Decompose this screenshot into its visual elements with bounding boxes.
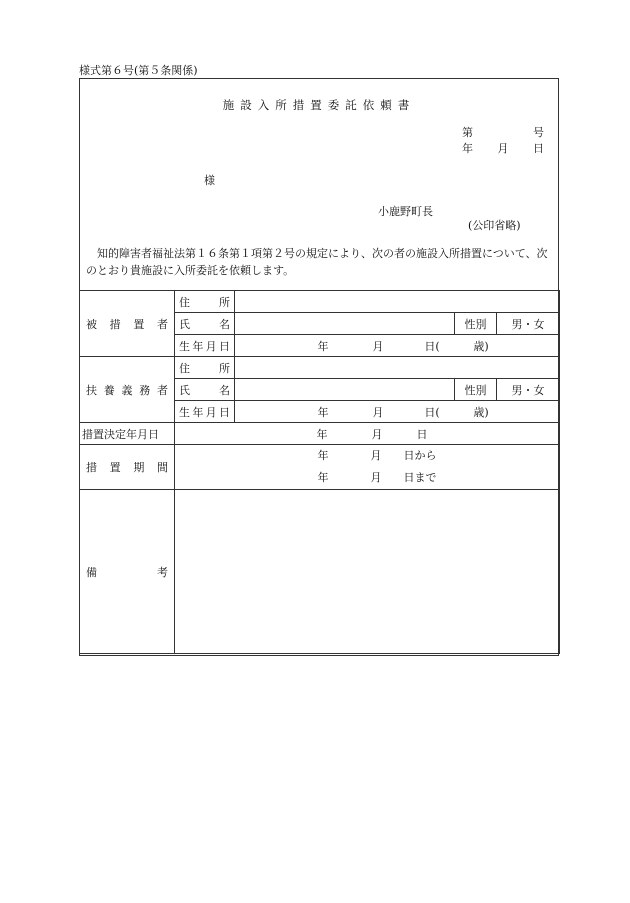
person-birth-year: 年 bbox=[317, 339, 329, 353]
document-number-date bbox=[462, 125, 544, 157]
decision-month: 月 bbox=[371, 427, 383, 441]
person-address-field[interactable] bbox=[235, 291, 560, 313]
guardian-birth-year: 年 bbox=[317, 405, 329, 419]
guardian-birth-month: 月 bbox=[372, 405, 384, 419]
guardian-gender-field[interactable]: 男・女 bbox=[497, 379, 560, 401]
decision-date-label: 措置決定年月日 bbox=[80, 423, 175, 445]
guardian-address-field[interactable] bbox=[235, 357, 560, 379]
person-gender-label: 性別 bbox=[455, 313, 497, 335]
addressee-suffix: 様 bbox=[204, 174, 215, 187]
doc-month: 月 bbox=[497, 142, 509, 155]
person-address-label: 住 所 bbox=[175, 291, 235, 313]
person-birth-label: 生年月日 bbox=[175, 335, 235, 357]
period-from: 年 月 日から bbox=[317, 449, 437, 462]
guardian-birth-day: 日( bbox=[424, 405, 440, 419]
guardian-gender-label: 性別 bbox=[455, 379, 497, 401]
period-field[interactable] bbox=[175, 445, 560, 490]
doc-no-suffix: 号 bbox=[533, 126, 544, 139]
guardian-birth-field[interactable] bbox=[235, 401, 560, 423]
sender: 小鹿野町長 bbox=[378, 205, 433, 218]
guardian-name-field[interactable] bbox=[235, 379, 455, 401]
person-birth-month: 月 bbox=[372, 339, 384, 353]
person-birth-day: 日( bbox=[424, 339, 440, 353]
person-gender-field[interactable]: 男・女 bbox=[497, 313, 560, 335]
person-name-label: 氏 名 bbox=[175, 313, 235, 335]
guardian-name-label: 氏 名 bbox=[175, 379, 235, 401]
guardian-label: 扶養義務者 bbox=[80, 357, 175, 423]
decision-day: 日 bbox=[416, 427, 428, 441]
person-birth-field[interactable] bbox=[235, 335, 560, 357]
form-id: 様式第６号(第５条関係) bbox=[79, 64, 198, 77]
body-text: 知的障害者福祉法第１６条第１項第２号の規定により、次の者の施設入所措置について、次のとおり貴施設に入所委託を依頼します。 bbox=[86, 247, 548, 277]
doc-year: 年 bbox=[462, 142, 473, 155]
period-label: 措置期間 bbox=[80, 445, 175, 490]
remarks-label: 備考 bbox=[80, 490, 175, 654]
period-to: 年 月 日まで bbox=[317, 471, 437, 484]
remarks-field[interactable] bbox=[175, 490, 560, 654]
guardian-age: 歳) bbox=[473, 405, 489, 419]
person-age: 歳) bbox=[473, 339, 489, 353]
guardian-birth-label: 生年月日 bbox=[175, 401, 235, 423]
entry-table bbox=[79, 290, 560, 654]
decision-date-field[interactable] bbox=[175, 423, 560, 445]
guardian-address-label: 住 所 bbox=[175, 357, 235, 379]
person-label: 被措置者 bbox=[80, 291, 175, 357]
form-frame bbox=[79, 78, 559, 656]
decision-year: 年 bbox=[316, 427, 328, 441]
doc-no-prefix: 第 bbox=[462, 126, 473, 139]
doc-day: 日 bbox=[533, 142, 544, 155]
person-name-field[interactable] bbox=[235, 313, 455, 335]
document-title: 施設入所措置委託依頼書 bbox=[222, 98, 416, 112]
seal-note: (公印省略) bbox=[468, 219, 521, 232]
